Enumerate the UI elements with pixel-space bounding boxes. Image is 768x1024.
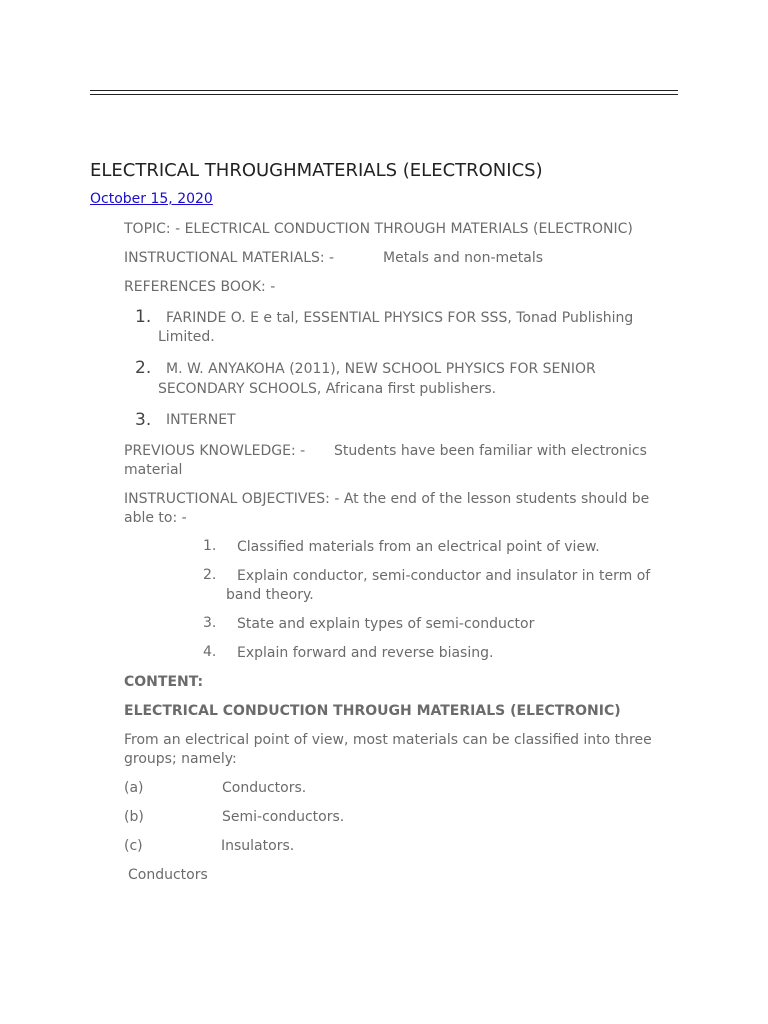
reference-item-2-line2: SECONDARY SCHOOLS, Africana first publishers.: [158, 381, 497, 397]
double-rule-bottom: [90, 94, 678, 95]
topic-line: TOPIC: - ELECTRICAL CONDUCTION THROUGH MATERIALS (ELECTRONIC): [124, 221, 633, 237]
group-letter: (a): [124, 780, 144, 796]
page-title: ELECTRICAL THROUGHMATERIALS (ELECTRONICS): [90, 160, 543, 181]
post-date-link[interactable]: October 15, 2020: [90, 191, 213, 207]
group-name: Conductors.: [222, 780, 307, 796]
objective-item-2-line1: Explain conductor, semi-conductor and insulator in term of: [237, 568, 651, 584]
double-rule-top: [90, 90, 678, 91]
previous-knowledge-continuation: material: [124, 462, 183, 478]
subheading-conductors: Conductors: [128, 867, 208, 883]
reference-item-1-line1: FARINDE O. E e tal, ESSENTIAL PHYSICS FOR SSS, Tonad Publishing: [166, 310, 634, 326]
objectives-intro-line2: able to: -: [124, 510, 187, 526]
reference-item-3-line1: INTERNET: [166, 412, 236, 428]
objective-item-2-line2: band theory.: [226, 587, 314, 603]
group-name: Semi-conductors.: [222, 809, 345, 825]
objective-number: 2.: [203, 567, 217, 583]
objectives-intro-line1: INSTRUCTIONAL OBJECTIVES: - At the end of the lesson students should be: [124, 491, 650, 507]
content-intro-line1: From an electrical point of view, most materials can be classified into three: [124, 732, 652, 748]
objective-number: 4.: [203, 644, 217, 660]
instructional-materials-value: Metals and non-metals: [383, 250, 544, 266]
reference-number: 3.: [135, 410, 152, 430]
objective-item-3: State and explain types of semi-conductor: [237, 616, 535, 632]
reference-item-1-line2: Limited.: [158, 329, 215, 345]
group-letter: (b): [124, 809, 144, 825]
previous-knowledge-label: PREVIOUS KNOWLEDGE: -: [124, 443, 306, 459]
previous-knowledge-value: Students have been familiar with electronics: [334, 443, 647, 459]
group-name: Insulators.: [221, 838, 295, 854]
objective-number: 1.: [203, 538, 217, 554]
reference-number: 1.: [135, 307, 152, 327]
reference-number: 2.: [135, 358, 152, 378]
objective-item-4: Explain forward and reverse biasing.: [237, 645, 494, 661]
references-label: REFERENCES BOOK: -: [124, 279, 276, 295]
instructional-materials-label: INSTRUCTIONAL MATERIALS: -: [124, 250, 335, 266]
reference-item-2-line1: M. W. ANYAKOHA (2011), NEW SCHOOL PHYSICS FOR SENIOR: [166, 361, 596, 377]
content-label: CONTENT:: [124, 674, 204, 690]
objective-number: 3.: [203, 615, 217, 631]
content-heading: ELECTRICAL CONDUCTION THROUGH MATERIALS (ELECTRONIC): [124, 703, 621, 719]
content-intro-line2: groups; namely:: [124, 751, 237, 767]
objective-item-1: Classified materials from an electrical point of view.: [237, 539, 600, 555]
group-letter: (c): [124, 838, 143, 854]
